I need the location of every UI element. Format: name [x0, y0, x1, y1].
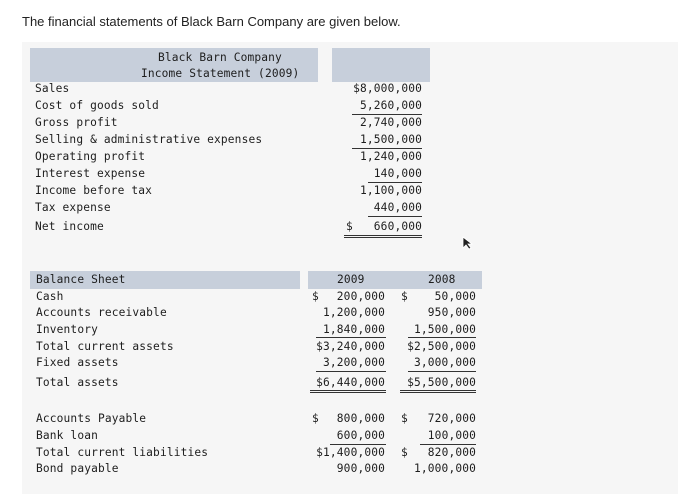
income-label: Tax expense	[35, 201, 111, 214]
year-2008: 2008	[428, 273, 456, 286]
company-name: Black Barn Company	[158, 51, 282, 64]
rule	[368, 182, 422, 183]
rule	[352, 114, 422, 115]
dollar-sign: $	[401, 446, 408, 459]
income-value: 140,000	[373, 167, 422, 180]
value-2009: 3,200,000	[323, 356, 385, 369]
income-label: Net income	[35, 220, 104, 233]
value-2009: 1,200,000	[323, 306, 385, 319]
rule	[352, 148, 422, 149]
value-2008: 720,000	[427, 412, 476, 425]
income-value-header-band	[332, 48, 430, 82]
income-value: 1,500,000	[360, 133, 422, 146]
income-value: 440,000	[373, 201, 422, 214]
liability-label: Bank loan	[36, 429, 98, 442]
statement-title: Income Statement (2009)	[141, 67, 300, 80]
income-label: Income before tax	[35, 184, 153, 197]
balance-label: Cash	[36, 290, 64, 303]
balance-label: Total assets	[36, 376, 119, 389]
income-value: 660,000	[373, 220, 422, 233]
double-rule	[400, 390, 476, 393]
income-dollar-sign: $	[346, 220, 353, 233]
value-2008: 820,000	[427, 446, 476, 459]
rule	[408, 371, 476, 372]
rule	[316, 337, 386, 338]
income-label: Cost of goods sold	[35, 99, 159, 112]
dollar-sign: $	[312, 412, 319, 425]
balance-sheet-title: Balance Sheet	[36, 273, 126, 286]
income-label: Selling & administrative expenses	[35, 133, 263, 146]
mouse-pointer-icon	[462, 236, 474, 250]
income-label: Operating profit	[35, 150, 146, 163]
rule	[316, 371, 386, 372]
balance-label: Fixed assets	[36, 356, 119, 369]
income-value: 1,240,000	[360, 150, 422, 163]
value-2008: 3,000,000	[414, 356, 476, 369]
double-rule	[310, 390, 386, 393]
value-2009: $1,400,000	[316, 446, 385, 459]
value-2008: 1,000,000	[414, 462, 476, 475]
value-2008: 100,000	[427, 429, 476, 442]
income-value: 2,740,000	[360, 116, 422, 129]
intro-text: The financial statements of Black Barn Company are given below.	[22, 14, 401, 29]
dollar-sign: $	[401, 412, 408, 425]
income-value: $8,000,000	[353, 82, 422, 95]
value-2008: 1,500,000	[414, 323, 476, 336]
value-2009: 1,840,000	[323, 323, 385, 336]
rule	[408, 337, 476, 338]
value-2008: 950,000	[427, 306, 476, 319]
value-2009: 600,000	[336, 429, 385, 442]
liability-label: Accounts Payable	[36, 412, 147, 425]
value-2009: 800,000	[336, 412, 385, 425]
dollar-sign: $	[312, 290, 319, 303]
balance-label: Accounts receivable	[36, 306, 167, 319]
value-2009: 900,000	[336, 462, 385, 475]
income-label: Gross profit	[35, 116, 118, 129]
balance-label: Total current assets	[36, 340, 174, 353]
double-rule	[344, 235, 422, 238]
value-2009: 200,000	[336, 290, 385, 303]
income-value: 1,100,000	[360, 184, 422, 197]
liability-label: Total current liabilities	[36, 446, 209, 459]
balance-label: Inventory	[36, 323, 98, 336]
dollar-sign: $	[401, 290, 408, 303]
rule	[420, 444, 476, 445]
income-label: Interest expense	[35, 167, 146, 180]
value-2008: 50,000	[434, 290, 476, 303]
rule	[368, 216, 422, 217]
value-2009: $3,240,000	[316, 340, 385, 353]
value-2008: $5,500,000	[407, 376, 476, 389]
year-2009: 2009	[337, 273, 365, 286]
rule	[330, 444, 386, 445]
value-2008: $2,500,000	[407, 340, 476, 353]
income-label: Sales	[35, 82, 70, 95]
liability-label: Bond payable	[36, 462, 119, 475]
income-value: 5,260,000	[360, 99, 422, 112]
value-2009: $6,440,000	[316, 376, 385, 389]
